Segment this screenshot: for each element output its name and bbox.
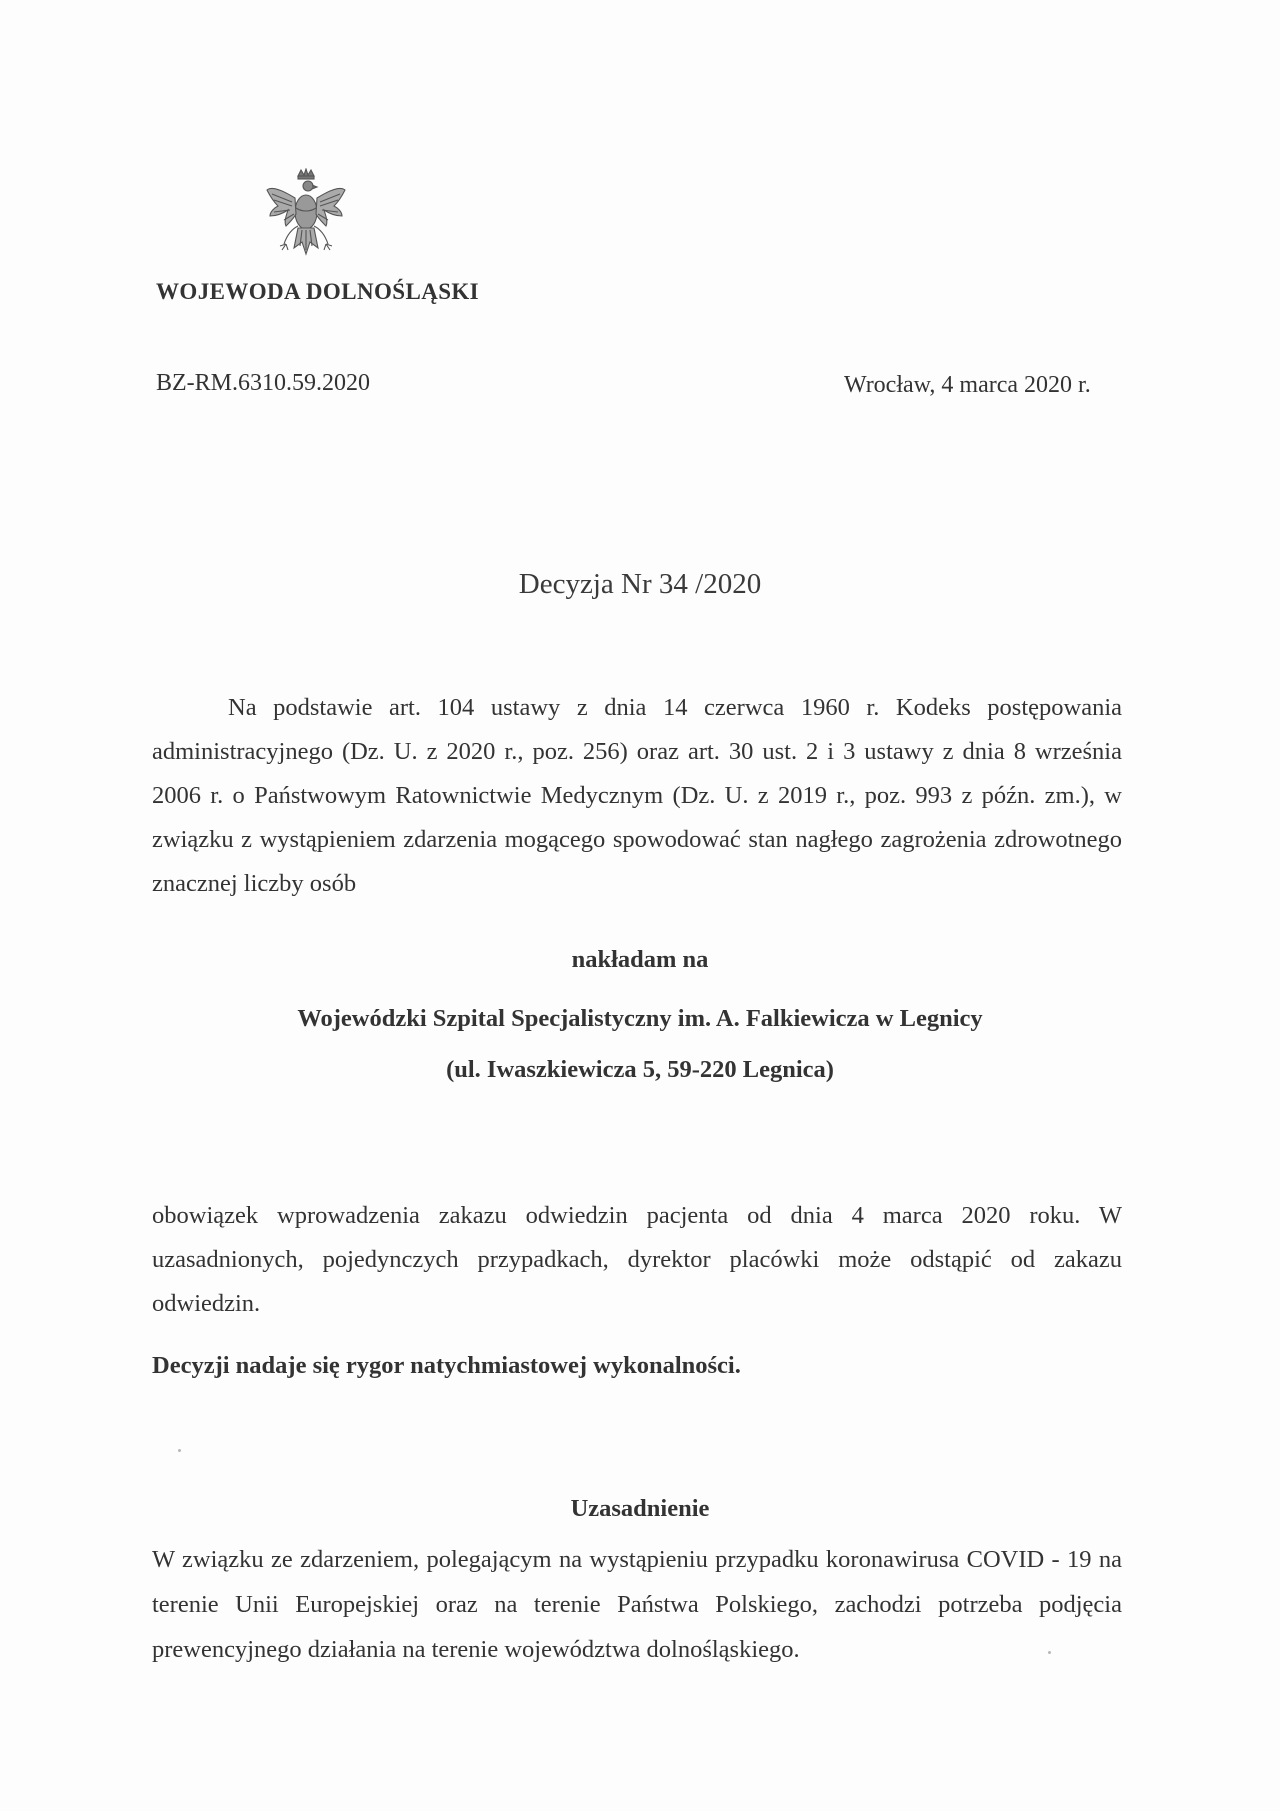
justification-paragraph: W związku ze zdarzeniem, polegającym na wystąpieniu przypadku koronawirusa COVID - 19 na terenie Unii Europejskiej oraz na terenie Państwa Polskiego, zachodzi potrzeba podjęcia prewencyjnego działania na terenie województwa dolnośląskiego. — [152, 1546, 1122, 1663]
legal-basis-paragraph: Na podstawie art. 104 ustawy z dnia 14 czerwca 1960 r. Kodeks postępowania administracyjnego (Dz. U. z 2020 r., poz. 256) oraz art. 30 ust. 2 i 3 ustawy z dnia 8 września 2006 r. o Państwowym Ratownictwie Medycznym (Dz. U. z 2019 r., poz. 993 z późn. zm.), w związku z wystąpieniem zdarzenia mogącego spowodować stan nagłego zagrożenia zdrowotnego znacznej liczby osób — [152, 694, 1122, 897]
imposition-line: nakładam na — [571, 946, 709, 973]
addressee-address: (ul. Iwaszkiewicza 5, 59-220 Legnica) — [446, 1056, 834, 1083]
case-number: BZ-RM.6310.59.2020 — [156, 370, 371, 396]
issuer-title: WOJEWODA DOLNOŚLĄSKI — [156, 279, 480, 304]
scan-artifact — [178, 1449, 181, 1452]
addressee-name: Wojewódzki Szpital Specjalistyczny im. A. Falkiewicza w Legnicy — [297, 1005, 983, 1032]
scan-artifact — [1048, 1651, 1051, 1654]
enforceability-clause: Decyzji nadaje się rygor natychmiastowej wykonalności. — [152, 1352, 741, 1379]
justification-heading: Uzasadnienie — [570, 1495, 710, 1522]
place-date: Wrocław, 4 marca 2020 r. — [844, 372, 1091, 398]
obligation-paragraph: obowiązek wprowadzenia zakazu odwiedzin pacjenta od dnia 4 marca 2020 roku. W uzasadnionych, pojedynczych przypadkach, dyrektor placówki może odstąpić od zakazu odwiedzin. — [152, 1202, 1122, 1317]
eagle-emblem-icon — [264, 168, 348, 264]
decision-title: Decyzja Nr 34 /2020 — [518, 568, 762, 600]
